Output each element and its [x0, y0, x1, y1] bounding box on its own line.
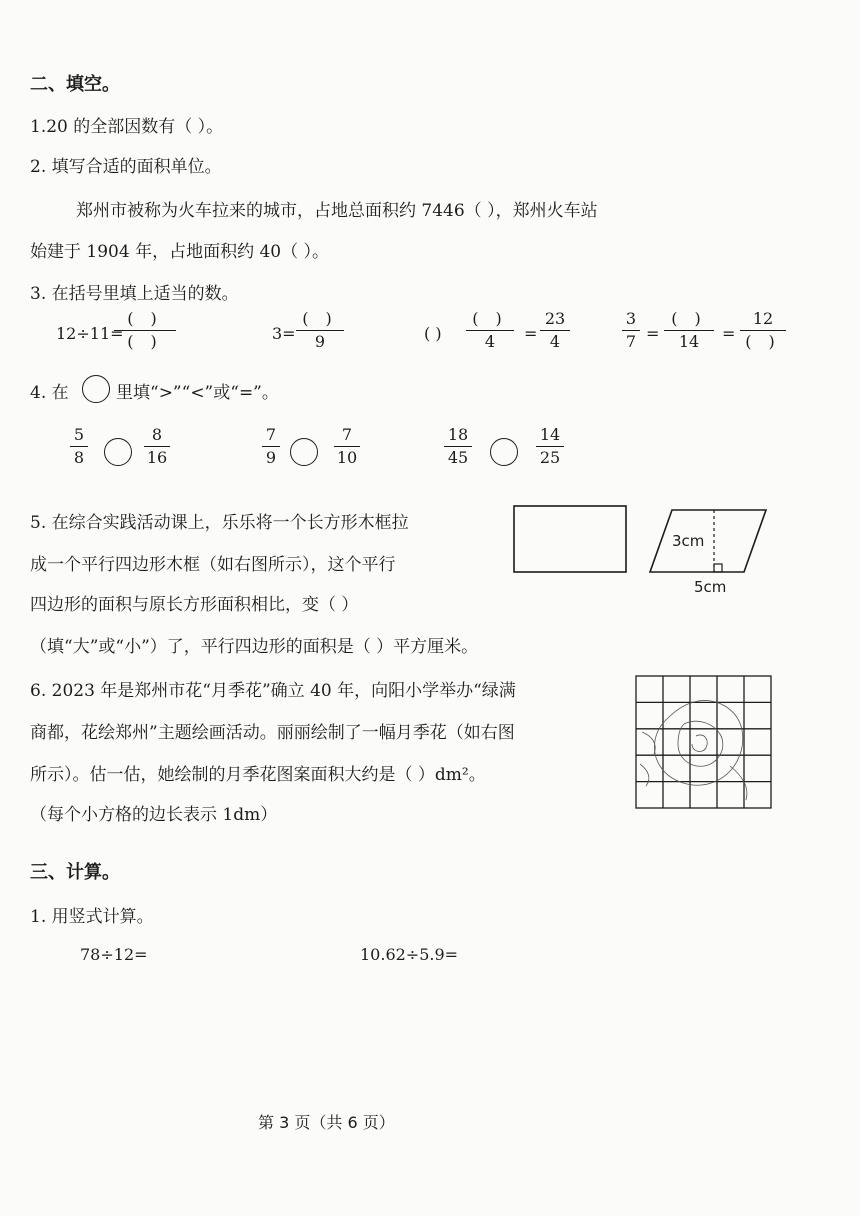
numerator: 3	[625, 309, 637, 328]
grid-lines	[636, 676, 771, 808]
numerator: 5	[73, 425, 85, 444]
rectangle-frame	[514, 506, 626, 572]
blank-whole: ( )	[424, 324, 442, 343]
question-calc-title: 1. 用竖式计算。	[30, 907, 154, 927]
parallelogram-frame	[650, 510, 766, 572]
fraction-d3	[740, 308, 786, 353]
section-heading-calculation: 三、计算。	[30, 862, 120, 883]
blank-numerator: ( )	[302, 309, 338, 328]
fraction	[262, 424, 280, 469]
calc-expression-a: 78÷12=	[80, 945, 148, 964]
compare-circle-c	[490, 438, 518, 466]
question-5-line-1: 5. 在综合实践活动课上，乐乐将一个长方形木框拉	[30, 513, 409, 533]
denominator: 7	[625, 332, 637, 351]
denominator: 4	[549, 332, 561, 351]
denominator: 14	[678, 332, 700, 351]
fraction	[70, 424, 88, 469]
denominator: 8	[73, 448, 85, 467]
question-6-line-2: 商都，花绘郑州”主题绘画活动。丽丽绘制了一幅月季花（如右图	[30, 723, 515, 743]
denominator: 16	[146, 448, 168, 467]
fraction	[334, 424, 360, 469]
question-5-line-4: （填“大”或“小”）了，平行四边形的面积是（ ）平方厘米。	[30, 637, 479, 657]
rose-sketch	[640, 700, 747, 800]
right-angle-mark	[714, 564, 722, 572]
rectangle-parallelogram-figure	[508, 498, 778, 602]
question-6-line-3: 所示）。估一估，她绘制的月季花图案面积大约是（ ）dm²。	[30, 765, 486, 785]
rose-grid-figure	[634, 674, 774, 810]
page-number: 第 3 页（共 6 页）	[258, 1113, 395, 1132]
question-4-prefix: 4. 在	[30, 383, 69, 403]
fraction	[536, 424, 564, 469]
fraction-b	[296, 308, 344, 353]
denominator: 10	[336, 448, 358, 467]
compare-circle-icon	[82, 375, 110, 403]
denominator: 9	[314, 332, 326, 351]
numerator: 8	[151, 425, 163, 444]
expr-a-lhs: 12÷11=	[56, 324, 124, 343]
question-1: 1.20 的全部因数有（ ）。	[30, 117, 224, 137]
question-2-title: 2. 填写合适的面积单位。	[30, 157, 222, 177]
blank-numerator: ( )	[127, 309, 163, 328]
height-label: 3cm	[672, 532, 705, 550]
compare-circle-b	[290, 438, 318, 466]
question-5-line-3: 四边形的面积与原长方形面积相比，变（ ）	[30, 595, 359, 615]
denominator: 45	[447, 448, 469, 467]
question-6-line-4: （每个小方格的边长表示 1dm）	[30, 805, 278, 825]
numerator: 7	[341, 425, 353, 444]
base-label: 5cm	[694, 578, 727, 596]
denominator: 25	[539, 448, 561, 467]
blank-numerator: ( )	[671, 309, 707, 328]
denominator: 4	[484, 332, 496, 351]
calc-expression-b: 10.62÷5.9=	[360, 945, 459, 964]
numerator: 14	[539, 425, 561, 444]
fraction-c-result	[540, 308, 570, 353]
section-heading-fill-blank: 二、填空。	[30, 74, 120, 95]
question-5-line-2: 成一个平行四边形木框（如右图所示），这个平行	[30, 555, 396, 575]
blank-denominator: ( )	[745, 332, 781, 351]
expr-b-lhs: 3=	[272, 324, 296, 343]
question-6-line-1: 6. 2023 年是郑州市花“月季花”确立 40 年，向阳小学举办“绿满	[30, 681, 516, 701]
question-2-line-1: 郑州市被称为火车拉来的城市，占地总面积约 7446（ ），郑州火车站	[76, 201, 598, 221]
blank-denominator: ( )	[127, 332, 163, 351]
question-3-title: 3. 在括号里填上适当的数。	[30, 284, 239, 304]
equals: =	[722, 324, 736, 343]
fraction	[144, 424, 170, 469]
fraction	[444, 424, 472, 469]
equals: =	[646, 324, 660, 343]
numerator: 7	[265, 425, 277, 444]
fraction-a	[114, 308, 176, 353]
equals: =	[524, 324, 538, 343]
numerator: 18	[447, 425, 469, 444]
question-4-suffix: 里填“>”“<”或“=”。	[116, 383, 279, 403]
fraction-d1	[622, 308, 640, 353]
denominator: 9	[265, 448, 277, 467]
fraction-d2	[664, 308, 714, 353]
compare-circle-a	[104, 438, 132, 466]
numerator: 12	[752, 309, 774, 328]
blank-numerator: ( )	[472, 309, 508, 328]
question-2-line-2: 始建于 1904 年，占地面积约 40（ ）。	[30, 242, 330, 262]
numerator: 23	[544, 309, 566, 328]
fraction-c	[466, 308, 514, 353]
